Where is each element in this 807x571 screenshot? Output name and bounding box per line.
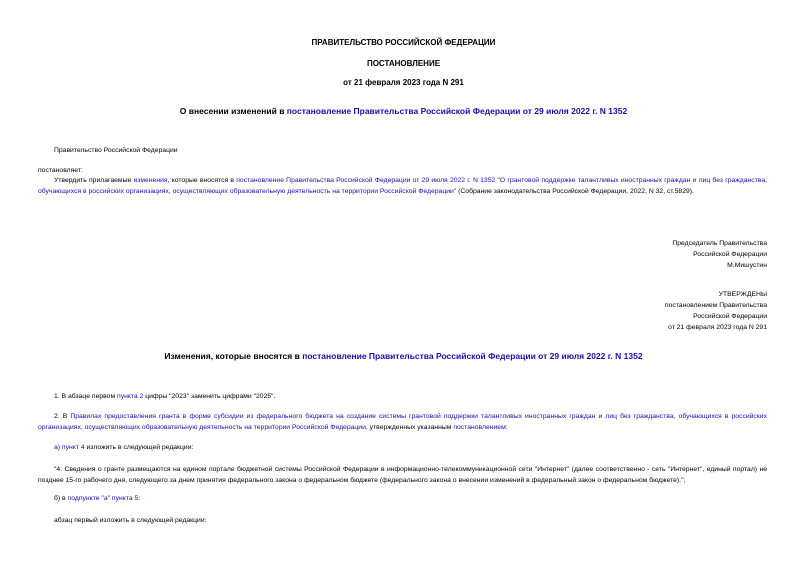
quoted-paragraph-4: "4. Сведения о гранте размещаются на едином портале бюджетной системы Российской Федерации в информационно-телекоммуникационной сети "Интернет" (далее соответственно - сеть "Интернет", единый портал) не позднее 15-го рабочего дня, следующего за днем принятия федерального закона о федеральном бюджете (федерального закона о внесении изменений в федеральный закон о федеральном бюджете)."; xyxy=(38,466,767,484)
approved-country: Российской Федерации xyxy=(693,313,767,320)
preamble-text-start: Утвердить прилагаемые xyxy=(54,177,134,184)
item-b-text-b: : xyxy=(138,495,141,502)
resolution-1352-link[interactable]: постановление Правительства Российской Федерации от 29 июля 2022 г. N 1352 "О грантовой поддержке талантливых иностранных граждан и лиц без гражданства, обучающихся в российских организациях, осуществляющих образовательную деятельность на территории Российской Федерации" xyxy=(38,177,768,195)
approved-block xyxy=(665,289,767,333)
document-title-link[interactable]: постановление Правительства Российской Федерации от 29 июля 2022 г. N 1352 xyxy=(286,106,628,116)
document-date-number: от 21 февраля 2023 года N 291 xyxy=(343,78,464,87)
preamble-government: Правительство Российской Федерации xyxy=(54,147,178,154)
item1-link[interactable]: пункта 2 xyxy=(117,393,144,400)
item2-text-a: 2. В xyxy=(54,413,71,420)
changes-title xyxy=(0,350,807,362)
approved-heading: УТВЕРЖДЕНЫ xyxy=(718,291,767,298)
signature-name: М.Мишустин xyxy=(727,262,767,269)
item2-text-b: , утвержденных указанным xyxy=(365,424,454,431)
government-heading: ПРАВИТЕЛЬСТВО РОССИЙСКОЙ ФЕДЕРАЦИИ xyxy=(311,38,496,47)
changes-title-link[interactable]: постановление Правительства Российской Федерации от 29 июля 2022 г. N 1352 xyxy=(302,351,643,361)
approved-date: от 21 февраля 2023 года N 291 xyxy=(668,324,767,331)
changes-title-prefix: Изменения, которые вносятся в xyxy=(164,351,303,361)
change-item-b xyxy=(54,494,140,504)
item1-text-a: 1. В абзаце первом xyxy=(54,393,118,400)
change-item-2 xyxy=(38,411,767,433)
item-b-link[interactable]: подпункте "а" пункта 5 xyxy=(67,495,139,502)
approved-by: постановлением Правительства xyxy=(664,302,767,309)
document-title xyxy=(0,105,807,117)
document-title-prefix: О внесении изменений в xyxy=(179,106,287,116)
preamble-resolves: постановляет: xyxy=(38,167,83,174)
change-item-1 xyxy=(54,392,275,402)
rules-link[interactable]: Правилах предоставления гранта в форме субсидии из федерального бюджета на создание системы грантовой поддержки талантливых иностранных граждан и лиц без гражданства, обучающихся в российских организациях, осуществляющих образовательную деятельность на территории Российской Федерации xyxy=(38,413,768,431)
resolution-link[interactable]: постановлением xyxy=(453,424,506,431)
item-a-text: изложить в следующей редакции: xyxy=(84,444,194,451)
signature-block xyxy=(672,238,767,271)
document-type: ПОСТАНОВЛЕНИЕ xyxy=(366,59,441,68)
item-a-link[interactable]: а) пункт 4 xyxy=(54,444,85,451)
preamble-text-end: (Собрание законодательства Российской Федерации, 2022, N 32, ст.5829). xyxy=(456,187,694,195)
item-b-text-a: б) в xyxy=(54,495,68,502)
item1-text-b: цифры "2023" заменить цифрами "2025". xyxy=(143,393,276,400)
change-item-a xyxy=(54,443,193,453)
signature-country: Российской Федерации xyxy=(693,251,767,258)
signature-position: Председатель Правительства xyxy=(672,240,767,247)
item2-text-c: : xyxy=(505,424,508,431)
preamble-paragraph xyxy=(38,176,767,197)
preamble-text-mid: , которые вносятся в xyxy=(167,177,237,184)
change-item-b-sub: абзац первый изложить в следующей редакции: xyxy=(54,517,207,524)
changes-link[interactable]: изменения xyxy=(133,177,168,184)
